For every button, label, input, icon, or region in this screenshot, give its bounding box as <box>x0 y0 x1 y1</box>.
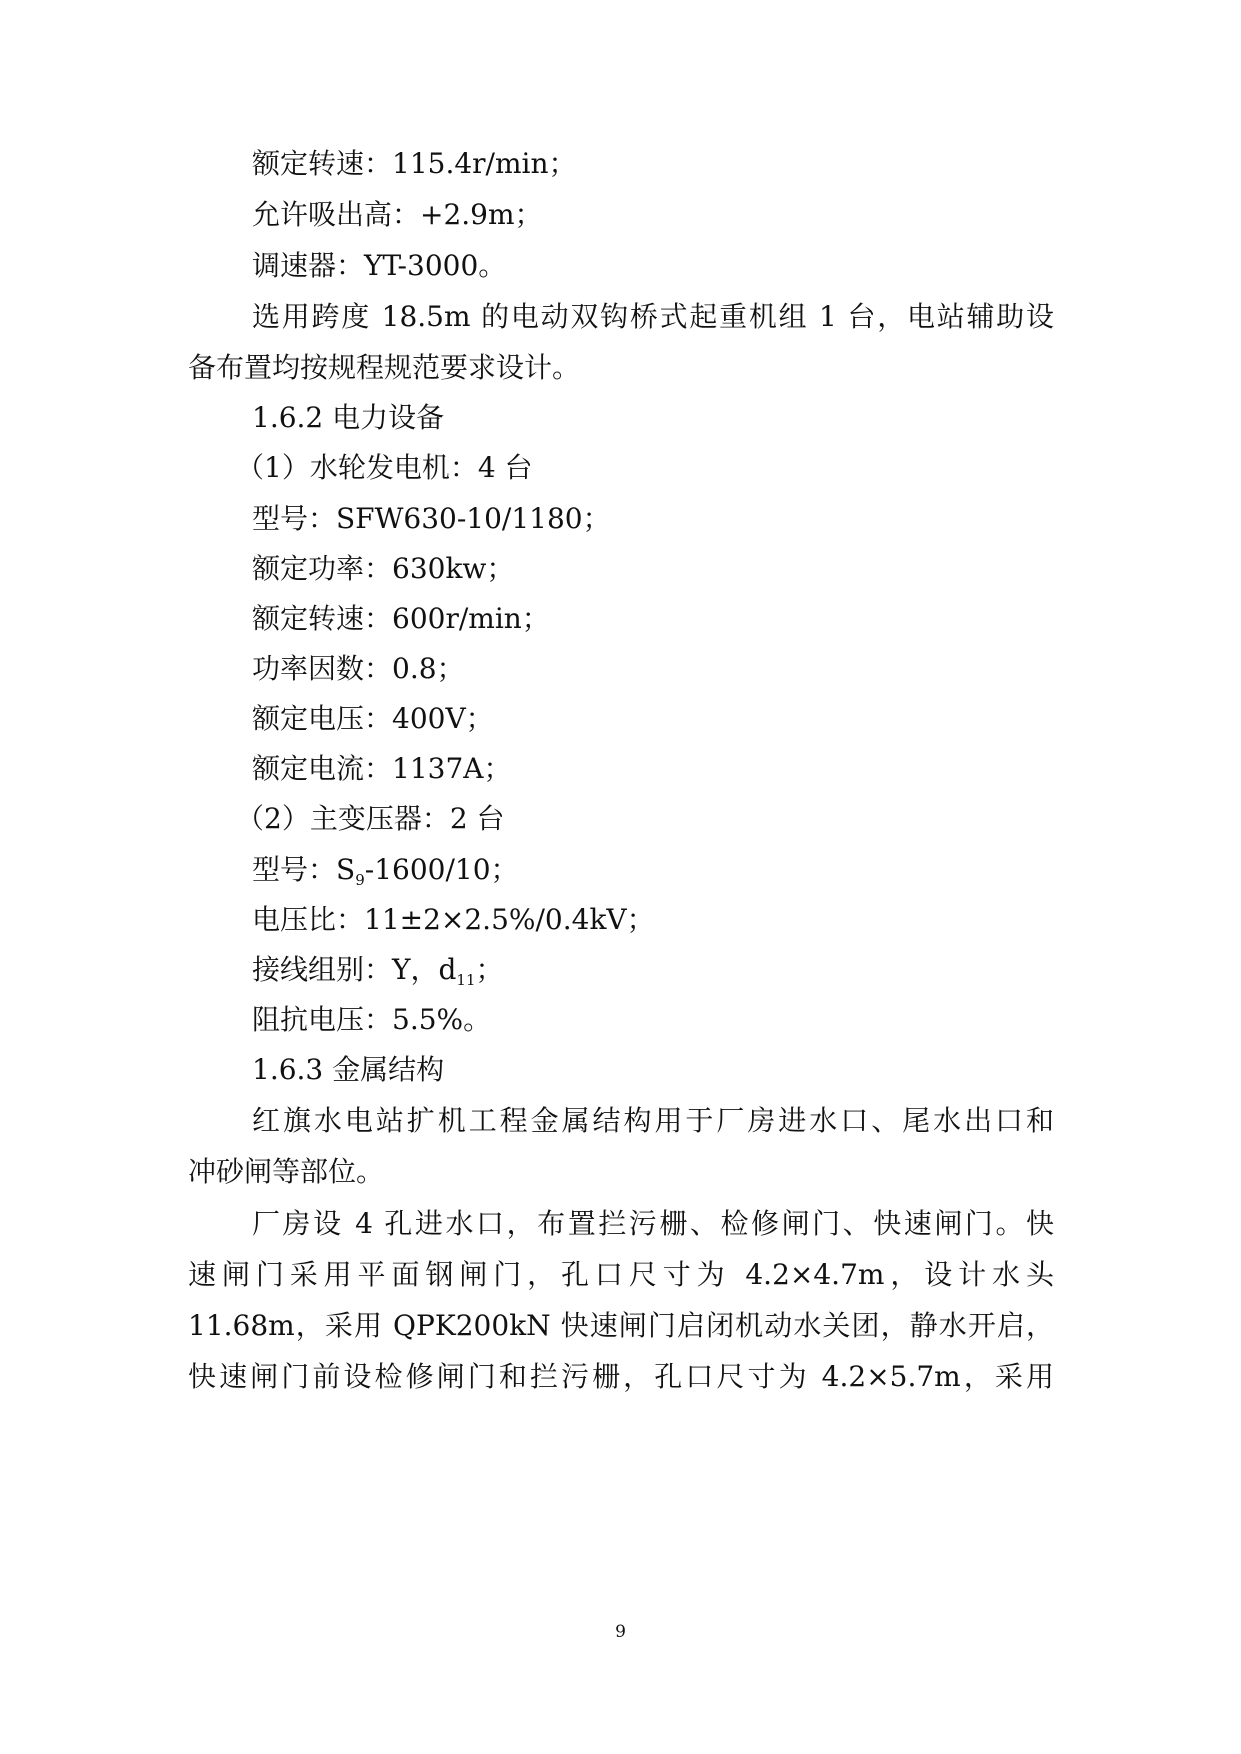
transformer-impedance: 阻抗电压：5.5%。 <box>252 1003 492 1036</box>
metal-para2-line1: 厂房设 4 孔进水口，布置拦污栅、检修闸门、快速闸门。快 <box>252 1207 1054 1240</box>
crane-paragraph-line1: 选用跨度 18.5m 的电动双钩桥式起重机组 1 台，电站辅助设 <box>252 300 1054 333</box>
metal-para1-line2: 冲砂闸等部位。 <box>188 1155 385 1188</box>
generator-rated-current: 额定电流：1137A； <box>252 752 512 785</box>
metal-para2-line3: 11.68m，采用 QPK200kN 快速闸门启闭机动水关团，静水开启， <box>188 1309 1054 1342</box>
connection-prefix: 接线组别：Y，d <box>252 953 457 986</box>
generator-rated-power: 额定功率：630kw； <box>252 552 515 585</box>
transformer-model-subscript: 9 <box>355 871 365 889</box>
transformer-connection-group <box>252 950 504 1000</box>
metal-para2-line2: 速闸门采用平面钢闸门，孔口尺寸为 4.2×4.7m，设计水头 <box>188 1258 1054 1291</box>
generator-power-factor: 功率因数：0.8； <box>252 652 465 685</box>
page-number: 9 <box>615 1622 626 1642</box>
transformer-voltage-ratio: 电压比：11±2×2.5%/0.4kV； <box>252 903 655 936</box>
transformer-model-prefix: 型号：S <box>252 853 356 886</box>
transformer-model <box>252 850 519 900</box>
generator-model: 型号：SFW630-10/1180； <box>252 502 611 535</box>
generator-title: （1）水轮发电机：4 台 <box>236 451 533 484</box>
transformer-title: （2）主变压器：2 台 <box>236 802 505 835</box>
connection-suffix: ； <box>475 953 504 986</box>
turbine-rated-speed: 额定转速：115.4r/min； <box>252 147 577 180</box>
generator-rated-voltage: 额定电压：400V； <box>252 702 494 735</box>
turbine-suction-height: 允许吸出高：+2.9m； <box>252 198 543 231</box>
connection-subscript: 11 <box>456 971 476 989</box>
transformer-model-suffix: -1600/10； <box>364 853 519 886</box>
metal-para1-line1: 红旗水电站扩机工程金属结构用于厂房进水口、尾水出口和 <box>252 1104 1054 1137</box>
metal-para2-line4: 快速闸门前设检修闸门和拦污栅，孔口尺寸为 4.2×5.7m，采用 <box>188 1360 1054 1393</box>
turbine-governor: 调速器：YT-3000。 <box>252 249 507 282</box>
generator-rated-speed: 额定转速：600r/min； <box>252 602 550 635</box>
section-heading-metal: 1.6.3 金属结构 <box>252 1053 445 1086</box>
section-heading-electrical: 1.6.2 电力设备 <box>252 401 445 434</box>
crane-paragraph-line2: 备布置均按规程规范要求设计。 <box>188 351 581 384</box>
